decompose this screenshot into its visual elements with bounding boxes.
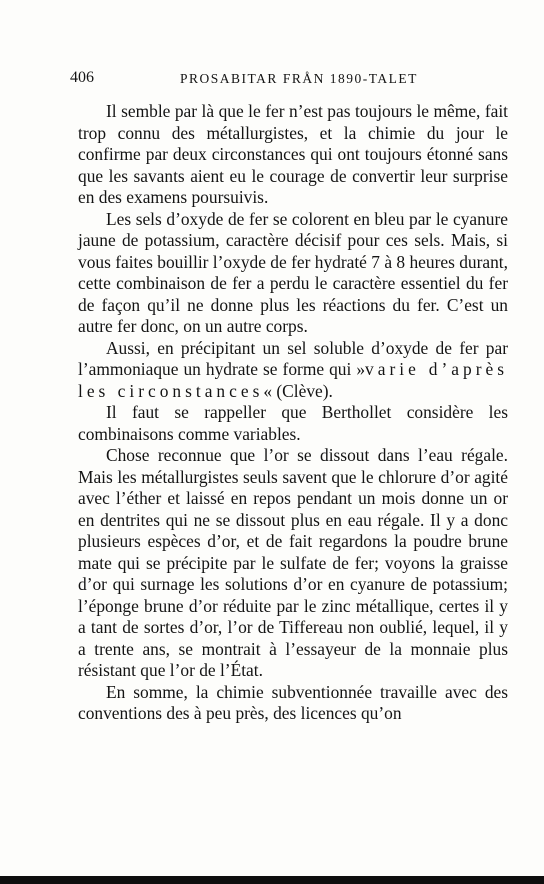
page-number: 406: [70, 69, 94, 86]
paragraph-3-before: Aussi, en précipitant un sel soluble d’oxyde de fer par l’ammoniaque un hydrate se forme qui »: [78, 337, 508, 379]
body-text: [78, 101, 508, 725]
paragraph-1: Il semble par là que le fer n’est pas toujours le même, fait trop connu des métallurgistes, et la chimie du jour le confirme par deux circonstances qui ont toujours étonné sans que les savants aient eu le courage de convertir leur surprise en des examens poursuivis.: [78, 101, 508, 207]
running-title: PROSABITAR FRÅN 1890-TALET: [180, 71, 418, 86]
paragraph-5: Chose reconnue que l’or se dissout dans l’eau régale. Mais les métallurgistes seuls savent que le chlorure d’or agité avec l’éther et laissé en repos pendant un mois donne un or en dentrites qui ne se dissout plus en eau régale. Il y a donc plusieurs espèces d’or, et de fait regardons la poudre brune mate qui se précipite par le sulfate de fer; voyons la graisse d’or qui surnage les solutions d’or en cyanure de potassium; l’éponge brune d’or réduite par le zinc métallique, certes il y a tant de sortes d’or, l’or de Tiffereau non oublié, lequel, il y a trente ans, se montrait à l’essayeur de la monnaie plus résistant que l’or de l’État.: [78, 445, 508, 680]
paragraph-2: Les sels d’oxyde de fer se colorent en bleu par le cyanure jaune de potassium, caractère décisif pour ces sels. Mais, si vous faites bouillir l’oxyde de fer hydraté 7 à 8 heures durant, cette combinaison de fer a perdu le caractère essentiel du fer de façon qu’il ne donne plus les réactions du fer. C’est un autre fer donc, on un autre corps.: [78, 208, 508, 336]
running-head: [70, 69, 510, 91]
paragraph-3: [78, 338, 508, 403]
paragraph-4: Il faut se rappeller que Berthollet considère les combinaisons comme variables.: [78, 402, 508, 444]
spaced-quotation: varie d’après les circonstances: [78, 359, 508, 401]
paragraph-3-after: « (Clève).: [263, 380, 333, 401]
scan-edge-bar: [0, 876, 544, 884]
paragraph-6: En somme, la chimie subventionnée travaille avec des conventions des à peu près, des licences qu’on: [78, 681, 508, 723]
